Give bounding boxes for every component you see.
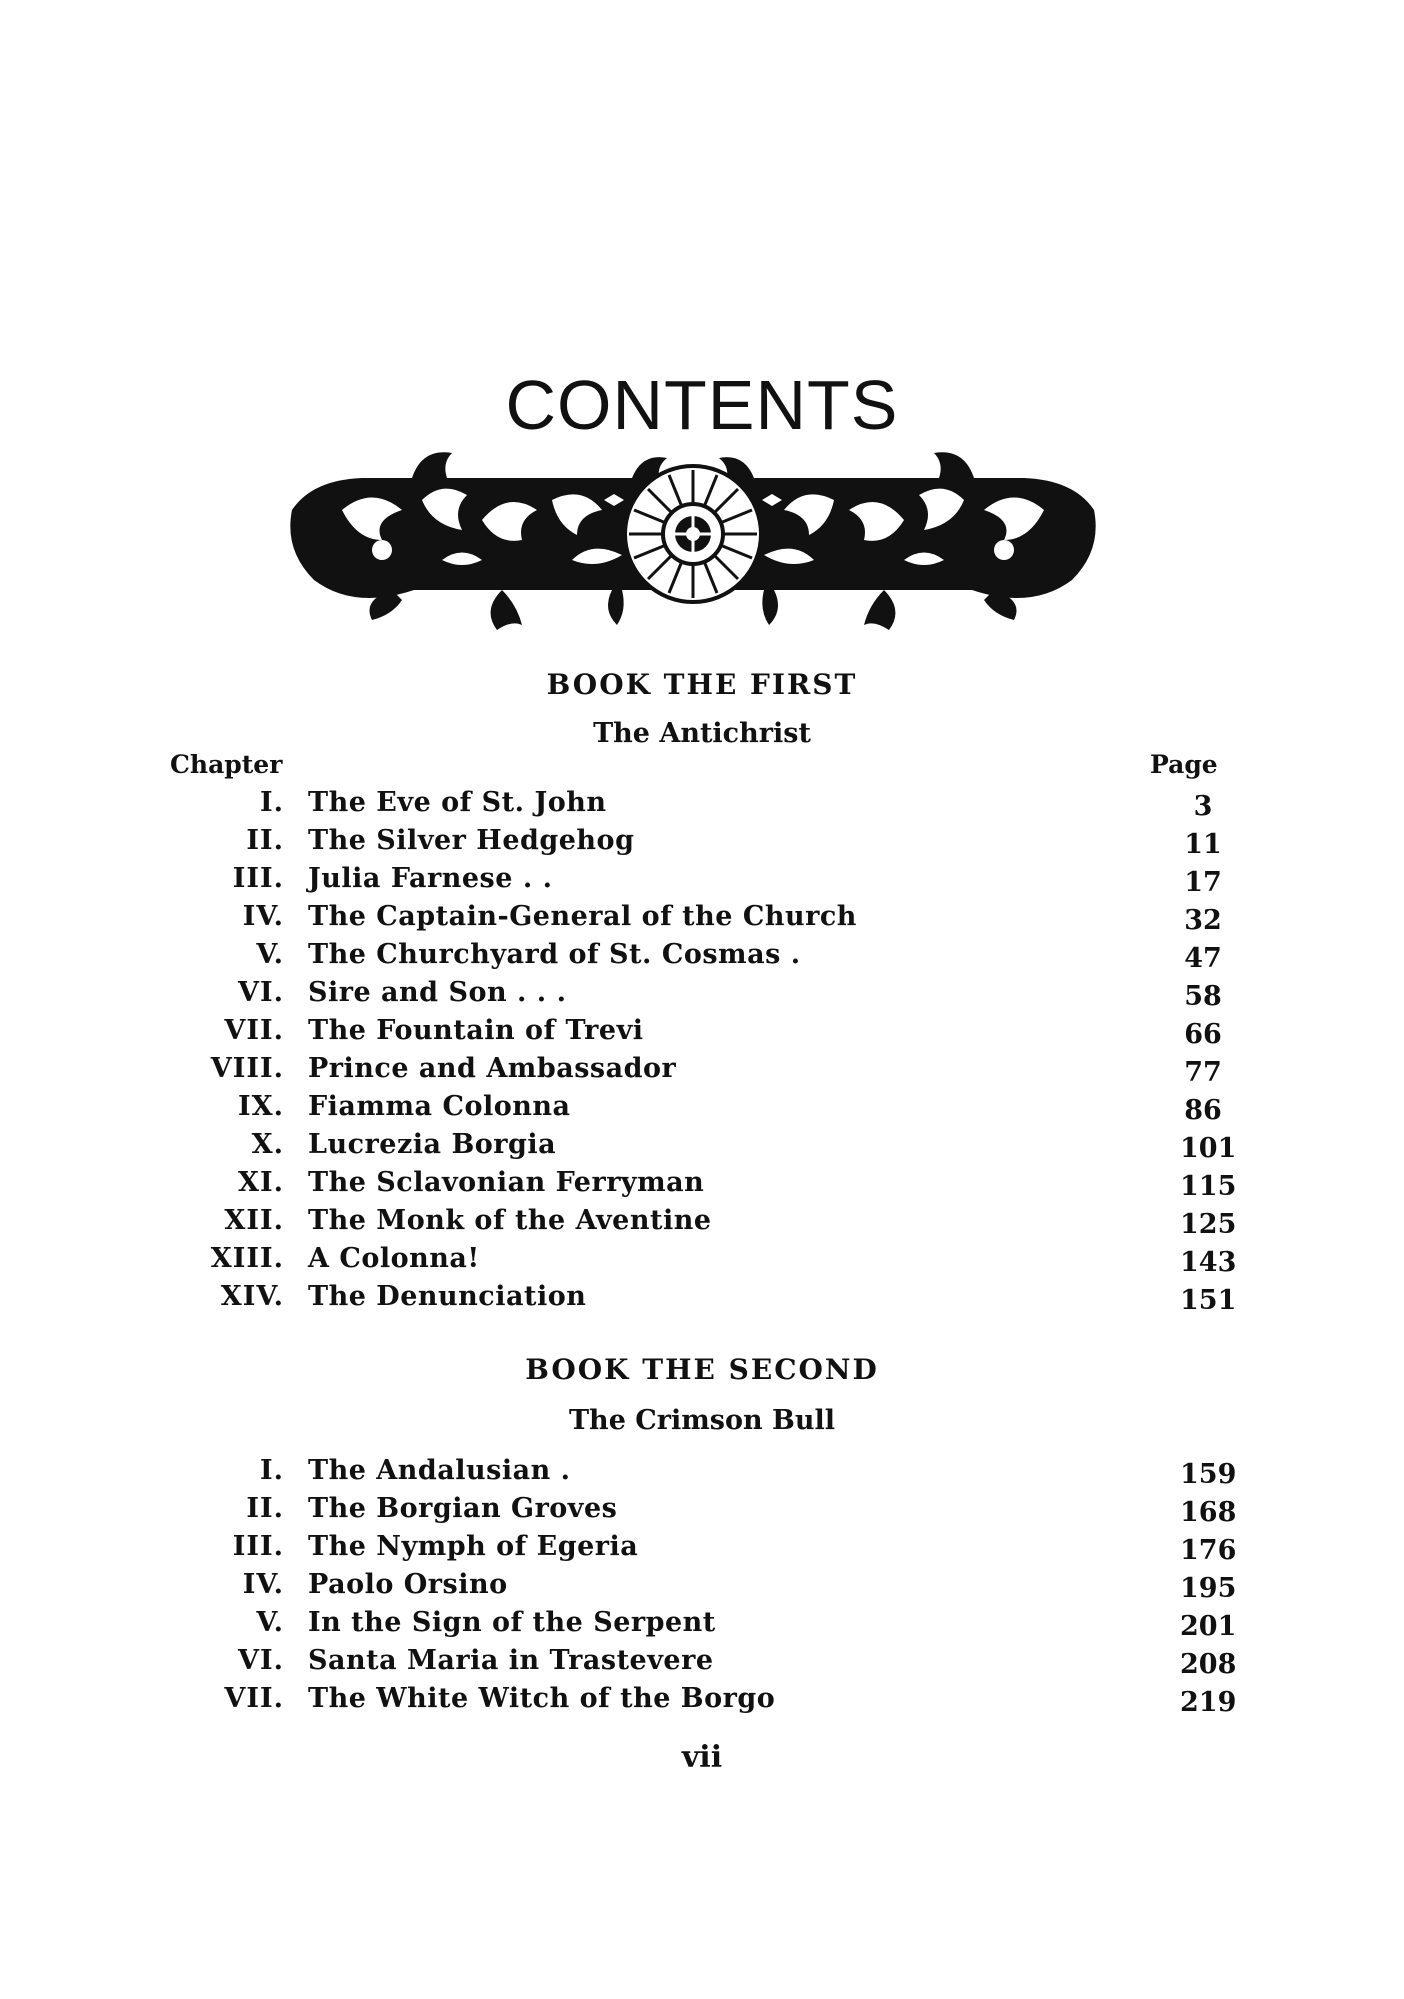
chapter-page-number: 151 — [1180, 1285, 1237, 1316]
chapter-number: VI. — [238, 1645, 284, 1676]
toc-entry — [0, 1015, 1404, 1053]
toc-entry — [0, 1455, 1404, 1493]
chapter-page-number: 195 — [1180, 1573, 1237, 1604]
chapter-page-number: 125 — [1180, 1209, 1237, 1240]
chapter-number: III. — [232, 1531, 284, 1562]
chapter-page-number: 32 — [1184, 905, 1222, 936]
page-title: CONTENTS — [505, 365, 899, 444]
toc-entry — [0, 1493, 1404, 1531]
chapter-title: The Sclavonian Ferryman — [308, 1167, 705, 1198]
chapter-title: The White Witch of the Borgo — [308, 1683, 776, 1714]
chapter-page-number: 66 — [1184, 1019, 1222, 1050]
chapter-title: The Andalusian . — [308, 1455, 571, 1486]
chapter-title: Fiamma Colonna — [308, 1091, 571, 1122]
chapter-number: I. — [259, 787, 284, 818]
chapter-page-number: 58 — [1184, 981, 1222, 1012]
chapter-number: V. — [256, 939, 284, 970]
chapter-title: Lucrezia Borgia — [308, 1129, 557, 1160]
book-heading: BOOK THE FIRST — [546, 668, 858, 701]
chapter-title: The Captain-General of the Church — [308, 901, 857, 932]
toc-entry — [0, 1167, 1404, 1205]
chapter-page-number: 86 — [1184, 1095, 1222, 1126]
chapter-number: V. — [256, 1607, 284, 1638]
chapter-number: VII. — [224, 1015, 284, 1046]
chapter-title: The Denunciation — [308, 1281, 587, 1312]
chapter-page-number: 159 — [1180, 1459, 1237, 1490]
chapter-page-number: 168 — [1180, 1497, 1237, 1528]
chapter-page-number: 77 — [1184, 1057, 1222, 1088]
chapter-page-number: 3 — [1193, 791, 1213, 822]
chapter-number: II. — [246, 1493, 284, 1524]
chapter-title: The Churchyard of St. Cosmas . — [308, 939, 801, 970]
toc-entry — [0, 1205, 1404, 1243]
toc-entry — [0, 1607, 1404, 1645]
chapter-title: In the Sign of the Serpent — [308, 1607, 716, 1638]
page-column-label: Page — [1150, 750, 1218, 779]
chapter-page-number: 11 — [1184, 829, 1222, 860]
chapter-title: The Borgian Groves — [308, 1493, 618, 1524]
toc-entry — [0, 1129, 1404, 1167]
chapter-column-label: Chapter — [170, 750, 283, 779]
chapter-page-number: 176 — [1180, 1535, 1237, 1566]
chapter-page-number: 219 — [1180, 1687, 1237, 1718]
book-subtitle: The Antichrist — [593, 718, 811, 749]
toc-entry — [0, 1091, 1404, 1129]
chapter-title: The Nymph of Egeria — [308, 1531, 639, 1562]
chapter-number: XI. — [238, 1167, 284, 1198]
toc-entry — [0, 939, 1404, 977]
floral-scroll-headpiece-icon — [272, 440, 1114, 640]
toc-entry — [0, 977, 1404, 1015]
book-heading: BOOK THE SECOND — [525, 1353, 879, 1386]
toc-entry — [0, 825, 1404, 863]
chapter-title: Julia Farnese . . — [308, 863, 553, 894]
chapter-number: III. — [232, 863, 284, 894]
chapter-number: XII. — [224, 1205, 284, 1236]
toc-entry — [0, 787, 1404, 825]
chapter-number: VII. — [224, 1683, 284, 1714]
chapter-number: IV. — [242, 1569, 284, 1600]
chapter-title: The Monk of the Aventine — [308, 1205, 712, 1236]
book-subtitle: The Crimson Bull — [568, 1405, 836, 1436]
chapter-title: Santa Maria in Trastevere — [308, 1645, 714, 1676]
chapter-number: IX. — [238, 1091, 284, 1122]
chapter-page-number: 201 — [1180, 1611, 1237, 1642]
chapter-number: IV. — [242, 901, 284, 932]
chapter-title: Sire and Son . . . — [308, 977, 567, 1008]
toc-entry — [0, 901, 1404, 939]
chapter-title: A Colonna! — [308, 1243, 480, 1274]
chapter-number: XIII. — [210, 1243, 284, 1274]
chapter-number: VIII. — [210, 1053, 284, 1084]
chapter-title: The Silver Hedgehog — [308, 825, 635, 856]
toc-entry — [0, 1531, 1404, 1569]
chapter-page-number: 143 — [1180, 1247, 1237, 1278]
chapter-title: The Fountain of Trevi — [308, 1015, 644, 1046]
chapter-page-number: 208 — [1180, 1649, 1237, 1680]
chapter-page-number: 101 — [1180, 1133, 1237, 1164]
chapter-number: II. — [246, 825, 284, 856]
chapter-number: VI. — [238, 977, 284, 1008]
toc-entry — [0, 1645, 1404, 1683]
toc-entry — [0, 863, 1404, 901]
chapter-title: Prince and Ambassador — [308, 1053, 677, 1084]
page-number-folio: vii — [681, 1740, 723, 1775]
toc-entry — [0, 1243, 1404, 1281]
chapter-page-number: 115 — [1180, 1171, 1237, 1202]
chapter-page-number: 47 — [1184, 943, 1222, 974]
chapter-number: X. — [251, 1129, 284, 1160]
toc-entry — [0, 1053, 1404, 1091]
toc-entry — [0, 1281, 1404, 1319]
chapter-number: I. — [259, 1455, 284, 1486]
toc-entry — [0, 1683, 1404, 1721]
toc-entry — [0, 1569, 1404, 1607]
chapter-title: Paolo Orsino — [308, 1569, 508, 1600]
chapter-title: The Eve of St. John — [308, 787, 607, 818]
chapter-page-number: 17 — [1184, 867, 1222, 898]
chapter-number: XIV. — [220, 1281, 284, 1312]
